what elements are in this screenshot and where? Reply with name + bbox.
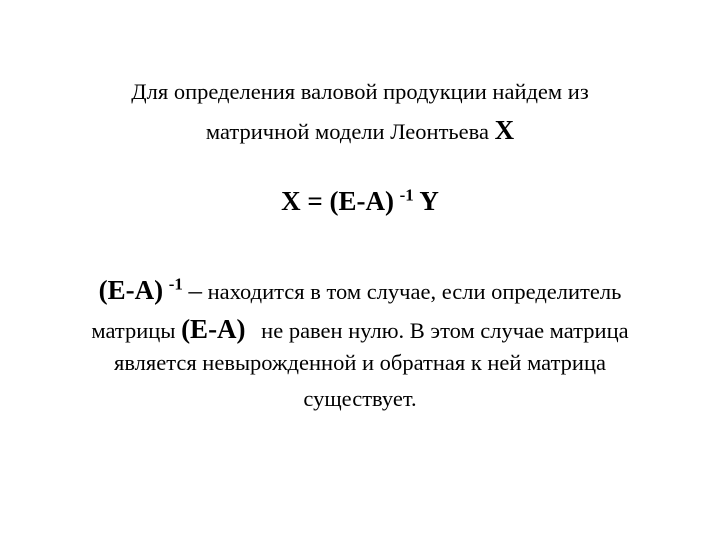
intro-text-2: матричной модели Леонтьева [205, 119, 495, 144]
variable-x: X [494, 115, 515, 145]
matrix-expr: (E-A) [181, 314, 246, 344]
explanation-line-3 [0, 348, 720, 378]
formula-rhs: Y [419, 186, 439, 216]
formula-line [0, 186, 720, 218]
explanation-line-1 [0, 275, 720, 307]
intro-line-2 [0, 115, 720, 147]
explanation-text-1: находится в том случае, если определитель [207, 279, 622, 304]
explanation-text-2b: не равен нулю. В этом случае матрица [261, 318, 629, 343]
dash: – [188, 275, 203, 305]
explanation-text-4: существует. [303, 386, 417, 411]
formula-exponent: -1 [399, 185, 414, 205]
explanation-line-4 [0, 384, 720, 414]
intro-text-1: Для определения валовой продукции найдем из [131, 79, 589, 104]
inverse-expr: (E-A) [98, 275, 164, 305]
explanation-text-3: является невырожденной и обратная к ней матрица [113, 350, 606, 375]
inverse-exponent: -1 [168, 274, 183, 294]
formula-lhs: X = (E-A) [281, 186, 394, 216]
explanation-text-2a: матрицы [91, 318, 176, 343]
intro-line-1 [0, 77, 720, 107]
explanation-line-2 [0, 314, 720, 346]
